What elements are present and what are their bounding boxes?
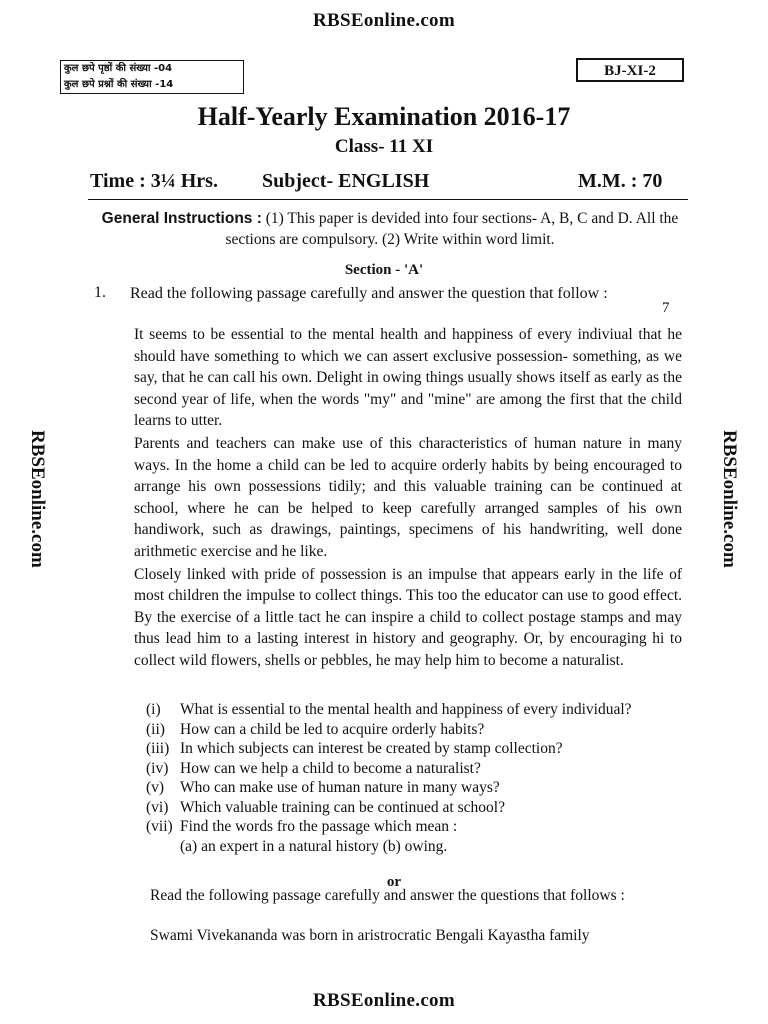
list-item bbox=[146, 720, 686, 740]
item-number: (vii) bbox=[146, 818, 173, 835]
item-number: (v) bbox=[146, 779, 165, 796]
header-divider bbox=[88, 199, 688, 200]
passage-paragraph: It seems to be essential to the mental health and happiness of every indiviual that he should have something to which we can assert exclusive possession- something, as we say, that he can call his own. Delight in owing things usually shows itself as early as the second year of life, when the words "my" and "mine" are among the first that the child learns to utter. bbox=[134, 326, 682, 430]
item-text: Who can make use of human nature in many ways? bbox=[180, 779, 500, 796]
paper-code: BJ-XI-2 bbox=[576, 58, 684, 82]
item-text: Find the words fro the passage which mean : bbox=[180, 818, 458, 835]
list-item bbox=[146, 778, 686, 798]
class-label: Class- 11 XI bbox=[334, 136, 434, 157]
site-watermark-bottom: RBSEonline.com bbox=[313, 990, 455, 1011]
printed-pages-count: कुल छपे पृष्ठों की संख्या -04 bbox=[64, 63, 173, 74]
item-text: How can we help a child to become a naturalist? bbox=[180, 759, 481, 777]
passage-paragraph: Parents and teachers can make use of this characteristics of human nature in many ways. In the home a child can be led to acquire orderly habits by being encouraged to arrange his own possessions tidily; and this valuable training can be continued at school, where he can be helped to keep carefully arranged samples of his own handiwork, such as drawings, paintings, specimens of his handwriting, well done arithmetic exercise and he like. bbox=[134, 434, 682, 560]
list-item bbox=[146, 759, 686, 779]
max-marks: M.M. : 70 bbox=[578, 170, 663, 192]
site-watermark-right: RBSEonline.com bbox=[719, 430, 740, 568]
question-number: 1. bbox=[94, 284, 106, 301]
item-text: What is essential to the mental health and happiness of every individual? bbox=[180, 701, 632, 718]
exam-time: Time : 3¼ Hrs. bbox=[90, 170, 218, 192]
exam-subject: Subject- ENGLISH bbox=[262, 170, 430, 192]
item-number: (vi) bbox=[146, 798, 169, 816]
second-passage-first-line: Swami Vivekananda was born in aristrocratic Bengali Kayastha family bbox=[150, 927, 590, 944]
instructions-text: (1) This paper is devided into four sections- A, B, C and D. All the sections are compulsory. (2) Write within word limit. bbox=[225, 210, 679, 248]
site-watermark-left: RBSEonline.com bbox=[27, 430, 48, 568]
general-instructions bbox=[95, 208, 685, 250]
question-marks: 7 bbox=[662, 300, 670, 316]
second-passage-prompt: Read the following passage carefully and answer the questions that follows : bbox=[150, 887, 625, 904]
item-number: (iv) bbox=[146, 759, 169, 777]
item-text: How can a child be led to acquire orderly habits? bbox=[180, 720, 485, 738]
site-watermark-top: RBSEonline.com bbox=[313, 10, 455, 31]
question-prompt: Read the following passage carefully and answer the question that follow : bbox=[130, 285, 608, 302]
page-count-box bbox=[60, 60, 244, 94]
item-number: (i) bbox=[146, 701, 161, 718]
sub-answer: (a) an expert in a natural history (b) owing. bbox=[180, 837, 448, 855]
item-text: Which valuable training can be continued at school? bbox=[180, 798, 505, 816]
reading-passage bbox=[134, 324, 682, 673]
or-separator: or bbox=[386, 874, 402, 890]
item-text: In which subjects can interest be created by stamp collection? bbox=[180, 740, 563, 757]
instructions-label: General Instructions : bbox=[101, 210, 262, 227]
item-number: (iii) bbox=[146, 740, 170, 757]
list-item bbox=[146, 739, 686, 759]
item-number: (ii) bbox=[146, 720, 165, 738]
exam-title: Half-Yearly Examination 2016-17 bbox=[197, 102, 571, 131]
section-heading: Section - 'A' bbox=[344, 262, 424, 278]
list-item bbox=[146, 798, 686, 818]
list-item bbox=[146, 700, 686, 720]
question-list bbox=[146, 700, 686, 856]
list-item bbox=[146, 817, 686, 837]
passage-paragraph: Closely linked with pride of possession is an impulse that appears early in the life of most children the impulse to collect things. This too the educator can use to good effect. By the exercise of a little tact he can inspire a child to collect postage stamps and may thus lead him to a lasting interest in history and geography. Or, by encouraging hi to collect wild flowers, shells or pebbles, he may help him to become a naturalist. bbox=[134, 565, 682, 669]
printed-questions-count: कुल छपे प्रश्नों की संख्या -14 bbox=[64, 79, 174, 90]
